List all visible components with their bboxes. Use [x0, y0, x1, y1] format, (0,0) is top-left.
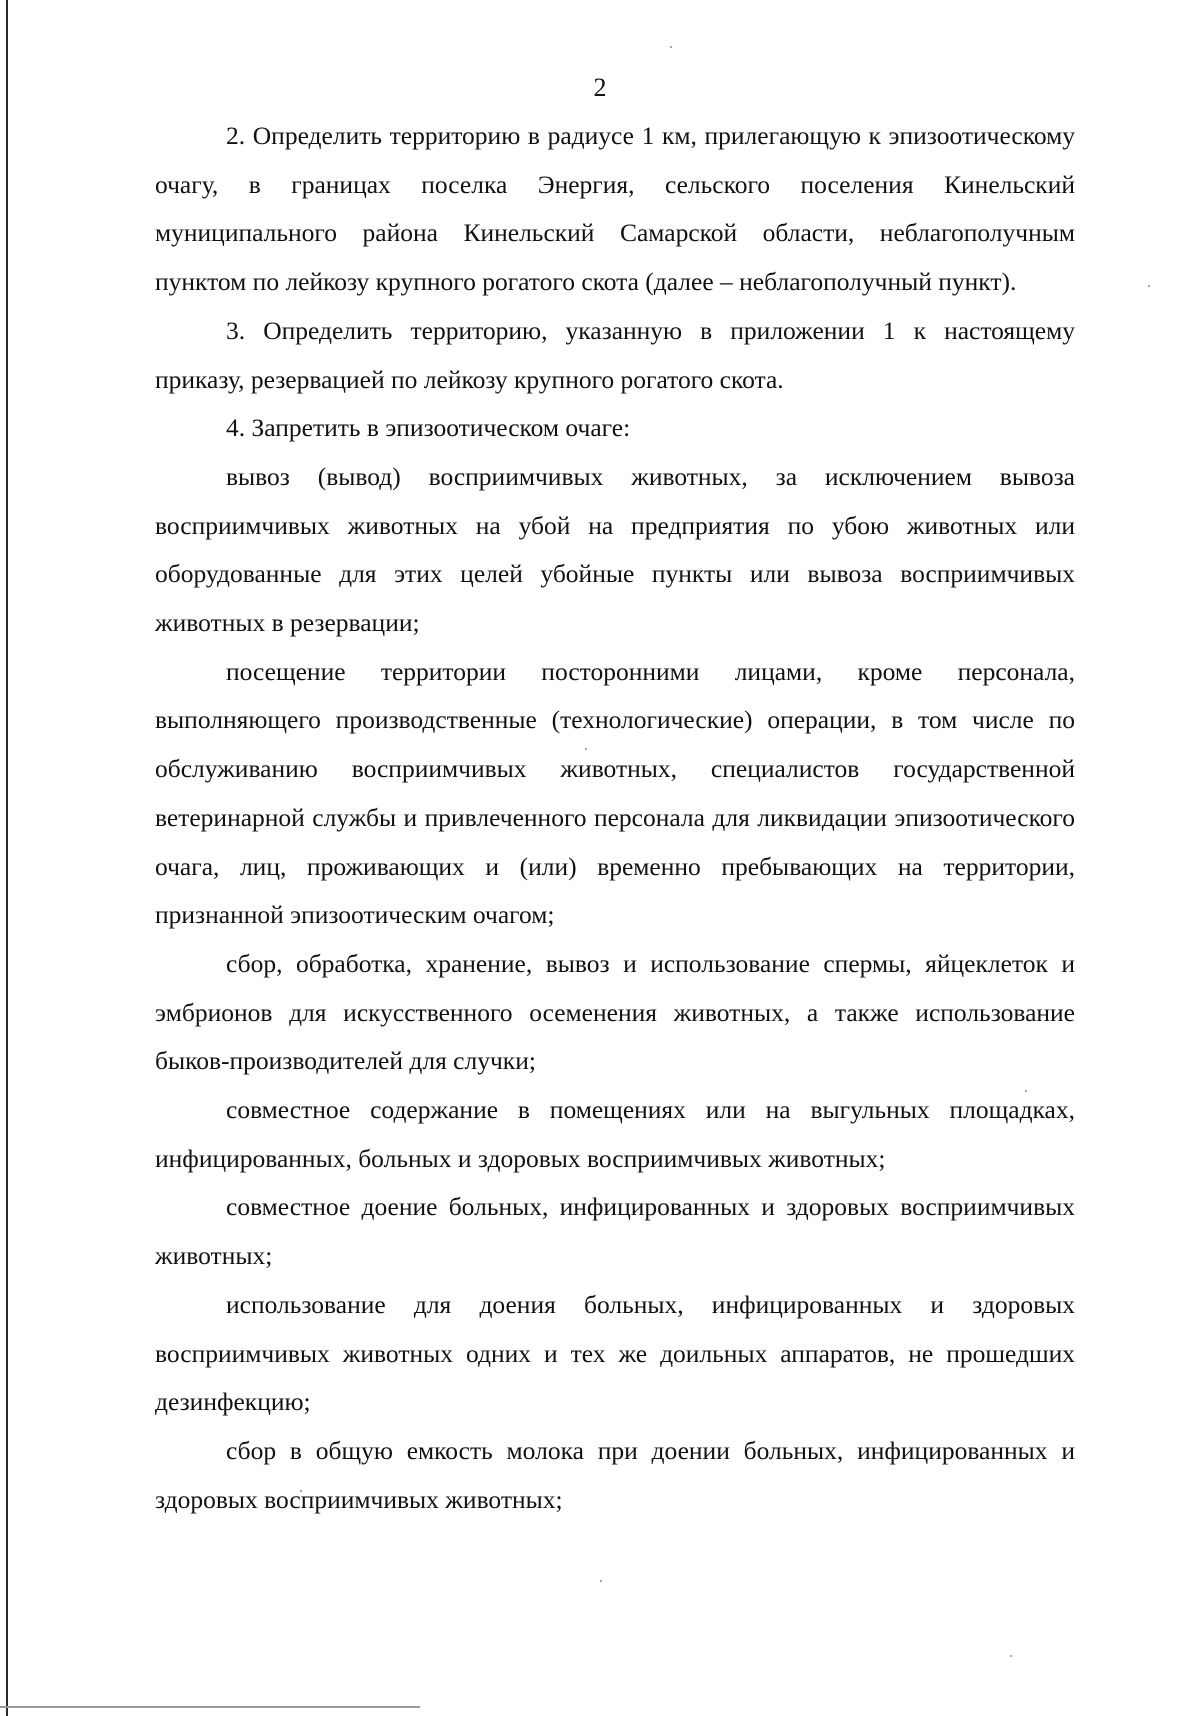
document-body	[155, 112, 1075, 1524]
scan-speck	[1148, 285, 1150, 287]
prohibition-joint-milking: совместное доение больных, инфицированных и здоровых восприимчивых животных;	[155, 1192, 1075, 1271]
scan-bottom-edge	[0, 1706, 420, 1708]
paragraph-item-4: 4. Запретить в эпизоотическом очаге:	[226, 413, 631, 443]
scan-speck	[670, 46, 672, 48]
page-number: 2	[593, 73, 607, 102]
paragraph-item-2: 2. Определить территорию в радиусе 1 км, прилегающую к эпизоотическому очагу, в границах поселка Энергия, сельского поселения Кинельский муниципального района Кинельский Самарской области, неблагополучным пунктом по лейкозу крупного рогатого скота (далее – неблагополучный пункт).	[155, 121, 1075, 297]
scan-speck	[1010, 1655, 1012, 1657]
prohibition-animal-export: вывоз (вывод) восприимчивых животных, за исключением вывоза восприимчивых животных на убой на предприятия по убою животных или оборудованные для этих целей убойные пункты или вывоза восприимчивых животных в резервации;	[155, 461, 1075, 638]
paragraph-item-3: 3. Определить территорию, указанную в приложении 1 к настоящему приказу, резервацией по лейкозу крупного рогатого скота.	[155, 315, 1075, 394]
prohibition-joint-keeping: совместное содержание в помещениях или на выгульных площадках, инфицированных, больных и здоровых восприимчивых животных;	[155, 1095, 1075, 1173]
scan-speck	[600, 1580, 602, 1582]
prohibition-visits: посещение территории посторонними лицами, кроме персонала, выполняющего производственные (технологические) операции, в том числе по обслуживанию восприимчивых животных, специалистов государственной ветеринарной службы и привлеченного персонала для ликвидации эпизоотического очага, лиц, проживающих и (или) временно пребывающих на территории, признанной эпизоотическим очагом;	[155, 656, 1075, 930]
prohibition-sperm-embryos: сбор, обработка, хранение, вывоз и использование спермы, яйцеклеток и эмбрионов для искусственного осеменения животных, а также использование быков-производителей для случки;	[155, 948, 1075, 1076]
scan-left-edge	[6, 0, 8, 1716]
prohibition-common-milk-tank: сбор в общую емкость молока при доении больных, инфицированных и здоровых восприимчивых животных;	[155, 1435, 1075, 1514]
prohibition-shared-apparatus: использование для доения больных, инфицированных и здоровых восприимчивых животных одних и тех же доильных аппаратов, не прошедших дезинфекцию;	[155, 1289, 1075, 1417]
